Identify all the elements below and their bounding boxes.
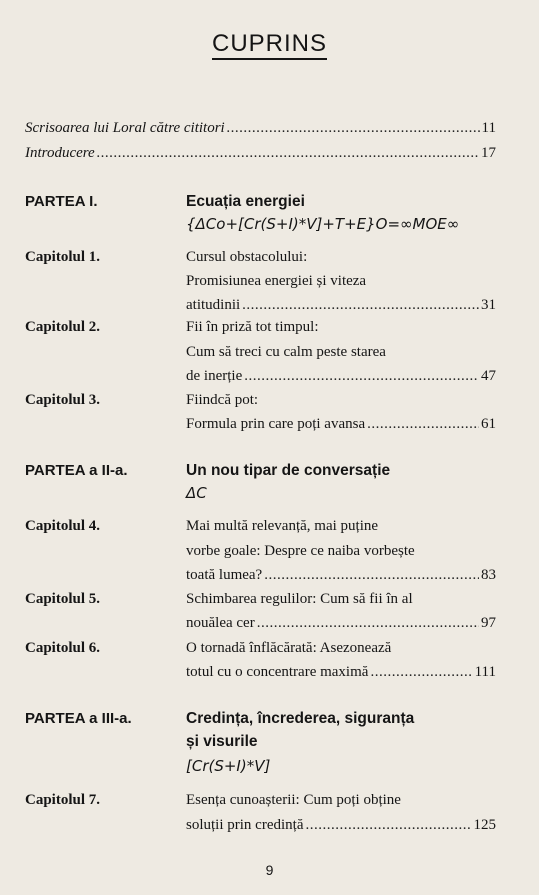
chapter-title-line: totul cu o concentrare maximă	[186, 664, 369, 680]
chapter-page: 125	[473, 817, 496, 833]
part-title: Ecuația energiei	[186, 193, 305, 210]
chapter-last-line	[186, 416, 496, 433]
chapter-title-line: atitudinii	[186, 297, 241, 313]
leader-dots	[242, 297, 479, 314]
part-formula: ΔC	[186, 484, 207, 502]
chapter-last-line	[186, 615, 496, 632]
chapter-last-line	[186, 664, 496, 681]
chapter-title-line: Promisiunea energiei și viteza	[186, 273, 367, 289]
chapter-title-line: Mai multă relevanță, mai puține	[186, 518, 379, 534]
part-title-continued: și visurile	[186, 733, 258, 750]
chapter-label: Capitolul 6.	[25, 640, 101, 656]
chapter-title-line: O tornadă înflăcărată: Asezonează	[186, 640, 392, 656]
chapter-last-line	[186, 368, 496, 385]
chapter-title-line: Esența cunoașterii: Cum poți obține	[186, 792, 401, 808]
chapter-label: Capitolul 7.	[25, 792, 101, 808]
chapter-label: Capitolul 5.	[25, 591, 101, 607]
toc-entry-text: Introducere	[25, 145, 95, 161]
page-number: 9	[265, 862, 274, 878]
leader-dots	[264, 567, 479, 584]
leader-dots	[367, 416, 479, 433]
toc-entry-page: 17	[481, 145, 496, 161]
chapter-title-line: Fiindcă pot:	[186, 392, 259, 408]
page-title: CUPRINS	[0, 30, 539, 58]
leader-dots	[370, 664, 472, 681]
part-title: Credința, încrederea, siguranța	[186, 710, 415, 727]
leader-dots	[257, 615, 479, 632]
chapter-last-line	[186, 297, 496, 314]
chapter-title-line: soluții prin credință	[186, 817, 304, 833]
chapter-label: Capitolul 4.	[25, 518, 101, 534]
chapter-page: 111	[474, 664, 496, 680]
chapter-last-line	[186, 817, 496, 834]
part-title: Un nou tipar de conversație	[186, 462, 391, 479]
chapter-page: 61	[481, 416, 496, 432]
chapter-title-line: Fii în priză tot timpul:	[186, 319, 319, 335]
chapter-page: 31	[481, 297, 496, 313]
part-label: PARTEA a II-a.	[25, 462, 128, 479]
chapter-title-line: Cursul obstacolului:	[186, 249, 308, 265]
leader-dots	[244, 368, 479, 385]
part-formula: [Cr(S+I)*V]	[186, 757, 271, 775]
part-label: PARTEA I.	[25, 193, 98, 210]
chapter-title-line: vorbe goale: Despre ce naiba vorbește	[186, 543, 415, 559]
leader-dots	[227, 120, 480, 137]
toc-entry-introduction	[25, 145, 496, 162]
chapter-page: 47	[481, 368, 496, 384]
chapter-title-line: Cum să treci cu calm peste starea	[186, 344, 386, 360]
toc-entry-text: Scrisoarea lui Loral către cititori	[25, 120, 225, 136]
chapter-label: Capitolul 3.	[25, 392, 101, 408]
chapter-title-line: nouălea cer	[186, 615, 255, 631]
toc-entry-letter	[25, 120, 496, 137]
leader-dots	[97, 145, 479, 162]
chapter-page: 97	[481, 615, 496, 631]
chapter-title-line: Schimbarea regulilor: Cum să fii în al	[186, 591, 413, 607]
part-formula: {ΔCo+[Cr(S+I)*V]+T+E}O=∞MOE∞	[186, 215, 460, 233]
chapter-label: Capitolul 1.	[25, 249, 101, 265]
part-label: PARTEA a III-a.	[25, 710, 132, 727]
toc-entry-page: 11	[481, 120, 496, 136]
chapter-title-line: toată lumea?	[186, 567, 263, 583]
chapter-title-line: Formula prin care poți avansa	[186, 416, 366, 432]
chapter-title-line: de inerție	[186, 368, 243, 384]
chapter-label: Capitolul 2.	[25, 319, 101, 335]
leader-dots	[305, 817, 471, 834]
chapter-page: 83	[481, 567, 496, 583]
chapter-last-line	[186, 567, 496, 584]
